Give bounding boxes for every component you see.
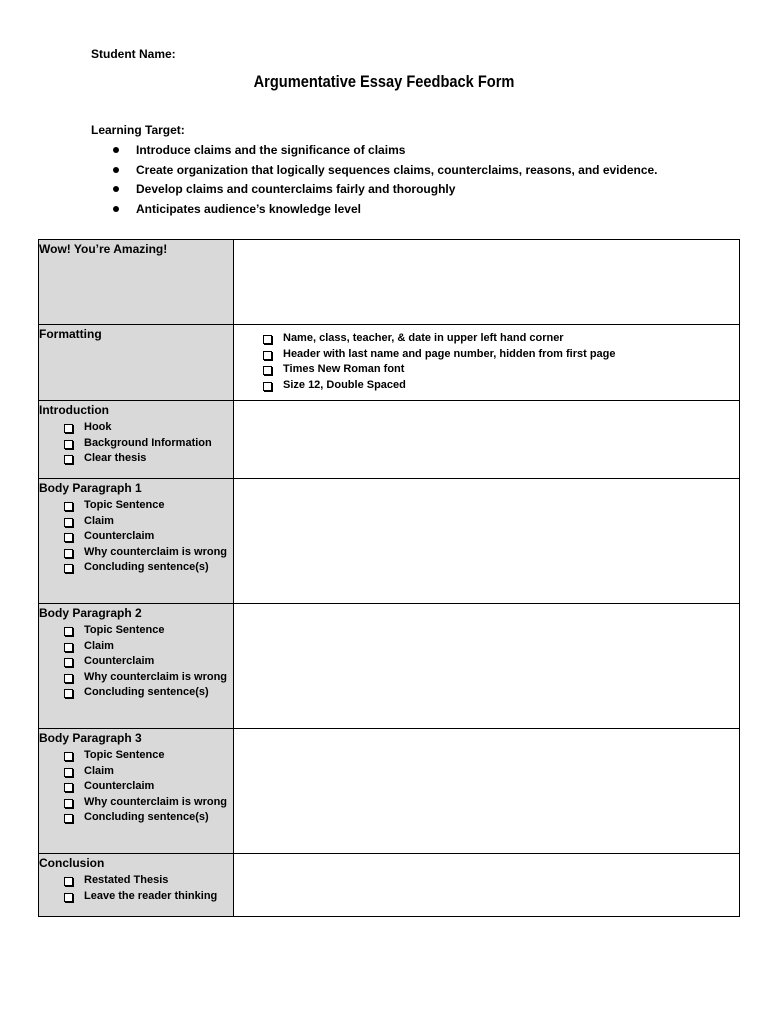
checkbox-icon[interactable] [64, 752, 73, 761]
table-row [39, 729, 740, 854]
category-cell [39, 401, 234, 479]
list-item [263, 331, 739, 347]
list-item [64, 795, 233, 811]
checkbox-icon[interactable] [64, 518, 73, 527]
checkbox-icon[interactable] [263, 351, 272, 360]
learning-target-item [113, 182, 658, 202]
checklist-text: Concluding sentence(s) [84, 561, 209, 573]
checkbox-icon[interactable] [263, 382, 272, 391]
checklist [39, 498, 233, 576]
checklist-text: Concluding sentence(s) [84, 811, 209, 823]
checkbox-icon[interactable] [64, 440, 73, 449]
list-item [64, 889, 233, 905]
checkbox-icon[interactable] [64, 502, 73, 511]
checkbox-icon[interactable] [64, 768, 73, 777]
category-cell [39, 479, 234, 604]
checklist-text: Topic Sentence [84, 749, 165, 761]
checklist-text: Counterclaim [84, 655, 155, 667]
table-row [39, 240, 740, 325]
learning-target-text: Develop claims and counterclaims fairly and thoroughly [136, 182, 456, 196]
bullet-icon [113, 186, 119, 192]
category-label: Body Paragraph 3 [39, 731, 142, 745]
feedback-cell[interactable] [234, 604, 740, 729]
list-item [263, 362, 739, 378]
learning-target-label: Learning Target: [91, 123, 185, 137]
list-item [64, 810, 233, 826]
list-item [263, 347, 739, 363]
page-title: Argumentative Essay Feedback Form [253, 72, 515, 91]
category-cell [39, 854, 234, 917]
learning-target-text: Introduce claims and the significance of claims [136, 143, 406, 157]
list-item [64, 670, 233, 686]
bullet-icon [113, 167, 119, 173]
list-item [64, 529, 233, 545]
list-item [64, 498, 233, 514]
category-label: Wow! You’re Amazing! [39, 242, 168, 256]
checkbox-icon[interactable] [64, 674, 73, 683]
checkbox-icon[interactable] [64, 689, 73, 698]
list-item [64, 779, 233, 795]
list-item [64, 420, 233, 436]
student-name-label: Student Name: [91, 47, 176, 61]
checklist-text: Claim [84, 514, 114, 527]
feedback-cell[interactable] [234, 479, 740, 604]
checkbox-icon[interactable] [64, 877, 73, 886]
checklist-text: Clear thesis [84, 452, 147, 464]
learning-target-item [113, 143, 658, 163]
list-item [64, 560, 233, 576]
checkbox-icon[interactable] [64, 455, 73, 464]
learning-target-item [113, 202, 658, 222]
checklist-text: Header with last name and page number, hidden from first page [283, 347, 616, 360]
checklist-text: Claim [84, 764, 114, 777]
checkbox-icon[interactable] [64, 783, 73, 792]
checklist-text: Counterclaim [84, 530, 155, 542]
list-item [64, 748, 233, 764]
category-label: Body Paragraph 2 [39, 606, 142, 620]
category-label: Conclusion [39, 856, 105, 870]
list-item [64, 514, 233, 530]
category-label: Formatting [39, 327, 102, 341]
feedback-table [38, 239, 740, 917]
checkbox-icon[interactable] [64, 643, 73, 652]
category-cell [39, 325, 234, 401]
checkbox-icon[interactable] [64, 799, 73, 808]
feedback-cell[interactable] [234, 401, 740, 479]
checklist-text: Claim [84, 639, 114, 652]
feedback-cell[interactable] [234, 325, 740, 401]
checklist-text: Why counterclaim is wrong [84, 545, 228, 558]
checklist-text: Leave the reader thinking [84, 889, 218, 902]
checklist [39, 623, 233, 701]
checklist-text: Background Information [84, 436, 212, 449]
checkbox-icon[interactable] [64, 893, 73, 902]
table-row [39, 854, 740, 917]
list-item [64, 451, 233, 467]
learning-target-text: Create organization that logically sequences claims, counterclaims, reasons, and evidence. [136, 162, 658, 177]
checkbox-icon[interactable] [263, 335, 272, 344]
checklist [39, 873, 233, 904]
checklist-text: Restated Thesis [84, 874, 169, 886]
checklist [39, 420, 233, 467]
list-item [263, 378, 739, 394]
checklist-text: Concluding sentence(s) [84, 686, 209, 698]
feedback-cell[interactable] [234, 729, 740, 854]
checkbox-icon[interactable] [263, 366, 272, 375]
table-row [39, 604, 740, 729]
learning-target-text: Anticipates audience’s knowledge level [136, 201, 361, 216]
checklist-text: Topic Sentence [84, 499, 165, 511]
table-row [39, 401, 740, 479]
checkbox-icon[interactable] [64, 627, 73, 636]
category-cell [39, 604, 234, 729]
checklist [234, 331, 739, 393]
list-item [64, 623, 233, 639]
checklist-text: Times New Roman font [283, 363, 405, 375]
checklist-text: Name, class, teacher, & date in upper left hand corner [283, 332, 564, 344]
checkbox-icon[interactable] [64, 424, 73, 433]
list-item [64, 639, 233, 655]
feedback-cell[interactable] [234, 240, 740, 325]
list-item [64, 545, 233, 561]
category-cell [39, 729, 234, 854]
list-item [64, 654, 233, 670]
learning-target-list [113, 143, 658, 221]
feedback-cell[interactable] [234, 854, 740, 917]
list-item [64, 764, 233, 780]
checkbox-icon[interactable] [64, 658, 73, 667]
checklist-text: Hook [84, 421, 112, 433]
checkbox-icon[interactable] [64, 564, 73, 573]
checkbox-icon[interactable] [64, 814, 73, 823]
checklist-text: Why counterclaim is wrong [84, 670, 228, 683]
bullet-icon [113, 206, 119, 212]
learning-target-item [113, 163, 658, 183]
checklist [39, 748, 233, 826]
category-cell [39, 240, 234, 325]
list-item [64, 685, 233, 701]
bullet-icon [113, 147, 119, 153]
table-row [39, 325, 740, 401]
category-label: Body Paragraph 1 [39, 481, 142, 495]
checkbox-icon[interactable] [64, 533, 73, 542]
checklist-text: Counterclaim [84, 780, 155, 792]
list-item [64, 436, 233, 452]
checklist-text: Why counterclaim is wrong [84, 795, 228, 808]
checkbox-icon[interactable] [64, 549, 73, 558]
category-label: Introduction [39, 403, 109, 417]
list-item [64, 873, 233, 889]
table-row [39, 479, 740, 604]
checklist-text: Topic Sentence [84, 624, 165, 636]
checklist-text: Size 12, Double Spaced [283, 378, 406, 391]
